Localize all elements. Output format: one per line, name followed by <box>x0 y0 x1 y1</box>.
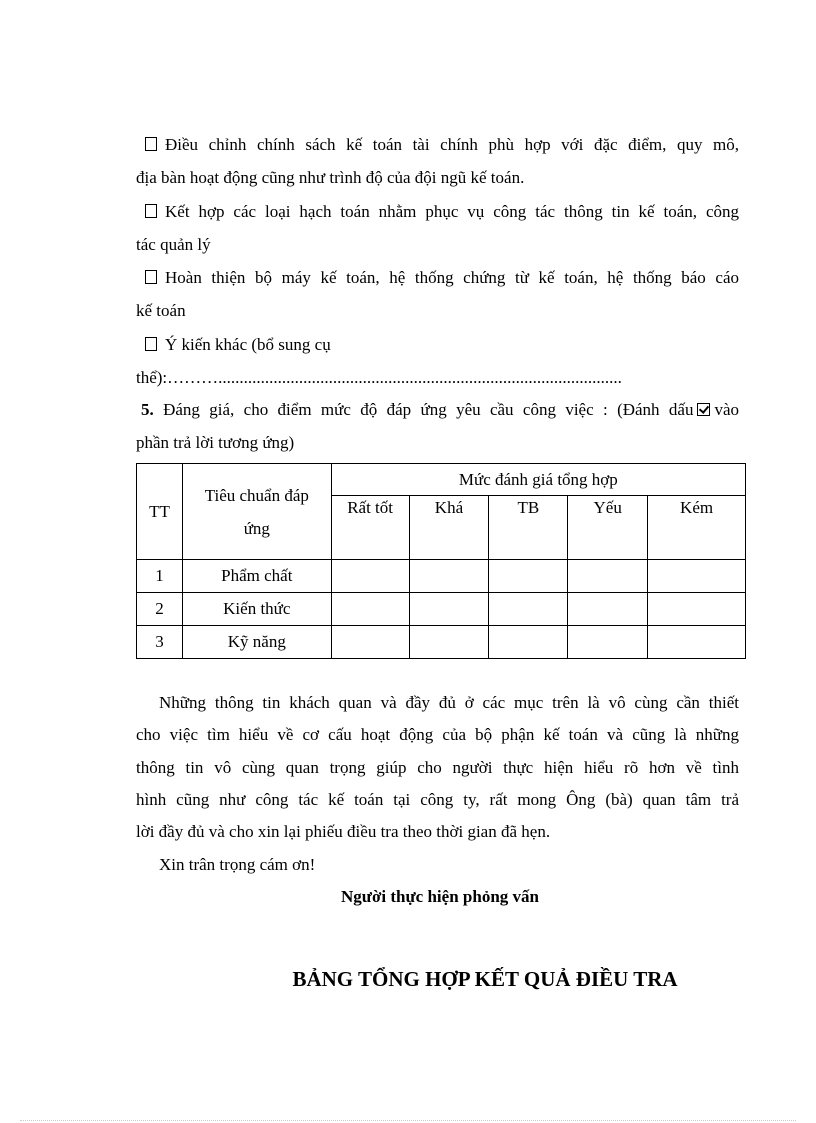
rating-cell[interactable] <box>489 560 568 593</box>
closing-line-2: cho việc tìm hiểu về cơ cấu hoạt động của bộ phận kế toán và cũng là những <box>136 725 739 744</box>
evaluation-table <box>136 463 746 659</box>
header-criteria-line-1: Tiêu chuẩn đáp <box>204 485 309 505</box>
rating-cell[interactable] <box>331 626 409 659</box>
rating-cell[interactable] <box>409 593 489 626</box>
question-number: 5. <box>141 400 154 419</box>
bullet-1-line-1 <box>136 135 739 155</box>
header-level-very-good: Rất tốt <box>331 496 409 560</box>
question-5-text-end: vào <box>714 400 739 419</box>
rating-cell[interactable] <box>331 560 409 593</box>
bullet-1-line-2: địa bàn hoạt động cũng như trình độ của đội ngũ kế toán. <box>136 168 525 187</box>
table-row <box>137 626 746 659</box>
row-criteria: Phẩm chất <box>182 560 331 593</box>
row-number: 3 <box>137 626 183 659</box>
header-level-weak: Yếu <box>568 496 648 560</box>
bullet-4-line-2: thể):………............................................................................................... <box>136 368 622 387</box>
page-bottom-rule <box>20 1120 796 1121</box>
signature-label: Người thực hiện phỏng vấn <box>341 887 539 906</box>
closing-line-3: thông tin vô cùng quan trọng giúp cho người thực hiện hiểu rõ hơn về tình <box>136 758 739 777</box>
closing-line-5: lời đầy đủ và cho xin lại phiếu điều tra theo thời gian đã hẹn. <box>136 822 551 841</box>
rating-cell[interactable] <box>648 593 746 626</box>
question-5-text: Đáng giá, cho điểm mức độ đáp ứng yêu cầu công việc : (Đánh dấu <box>163 400 694 419</box>
row-number: 2 <box>137 593 183 626</box>
rating-cell[interactable] <box>331 593 409 626</box>
bullet-2-line-1 <box>136 202 739 222</box>
closing-line-1: Những thông tin khách quan và đầy đủ ở các mục trên là vô cùng cần thiết <box>159 693 739 712</box>
rating-cell[interactable] <box>648 560 746 593</box>
bullet-2-line-2: tác quản lý <box>136 235 211 254</box>
question-5-line-2: phần trả lời tương ứng) <box>136 433 295 452</box>
row-criteria: Kỹ năng <box>182 626 331 659</box>
checkbox-icon[interactable] <box>145 270 157 284</box>
bullet-3-line-1 <box>136 268 739 288</box>
bullet-3-text: Hoàn thiện bộ máy kế toán, hệ thống chứng từ kế toán, hệ thống báo cáo <box>165 268 739 287</box>
header-criteria <box>182 464 331 560</box>
rating-cell[interactable] <box>409 626 489 659</box>
thanks-text: Xin trân trọng cám ơn! <box>159 855 316 874</box>
rating-cell[interactable] <box>568 593 648 626</box>
table-row <box>137 593 746 626</box>
rating-cell[interactable] <box>568 560 648 593</box>
bullet-1-text: Điều chỉnh chính sách kế toán tài chính phù hợp với đặc điểm, quy mô, <box>165 135 739 154</box>
header-level-good: Khá <box>409 496 489 560</box>
header-tt: TT <box>137 464 183 560</box>
checkbox-icon[interactable] <box>145 204 157 218</box>
row-criteria: Kiến thức <box>182 593 331 626</box>
closing-line-4: hình cũng như công tác kế toán tại công ty, rất mong Ông (bà) quan tâm trả <box>136 790 739 809</box>
section-title: BẢNG TỔNG HỢP KẾT QUẢ ĐIỀU TRA <box>292 967 678 991</box>
rating-cell[interactable] <box>568 626 648 659</box>
checkbox-icon[interactable] <box>145 137 157 151</box>
checkbox-icon[interactable] <box>145 337 157 351</box>
rating-cell[interactable] <box>648 626 746 659</box>
rating-cell[interactable] <box>409 560 489 593</box>
rating-cell[interactable] <box>489 626 568 659</box>
question-5-line-1 <box>136 400 739 420</box>
header-level-average: TB <box>489 496 568 560</box>
header-rating-group: Mức đánh giá tổng hợp <box>331 464 745 496</box>
checked-box-icon <box>697 403 710 416</box>
table-row <box>137 560 746 593</box>
bullet-4-text: Ý kiến khác (bổ sung cụ <box>165 335 331 354</box>
header-level-poor: Kém <box>648 496 746 560</box>
row-number: 1 <box>137 560 183 593</box>
bullet-2-text: Kết hợp các loại hạch toán nhằm phục vụ công tác thông tin kế toán, công <box>165 202 739 221</box>
bullet-4-line-1 <box>136 335 748 355</box>
header-criteria-line-2: ứng <box>243 518 270 538</box>
rating-cell[interactable] <box>489 593 568 626</box>
bullet-3-line-2: kế toán <box>136 301 186 320</box>
